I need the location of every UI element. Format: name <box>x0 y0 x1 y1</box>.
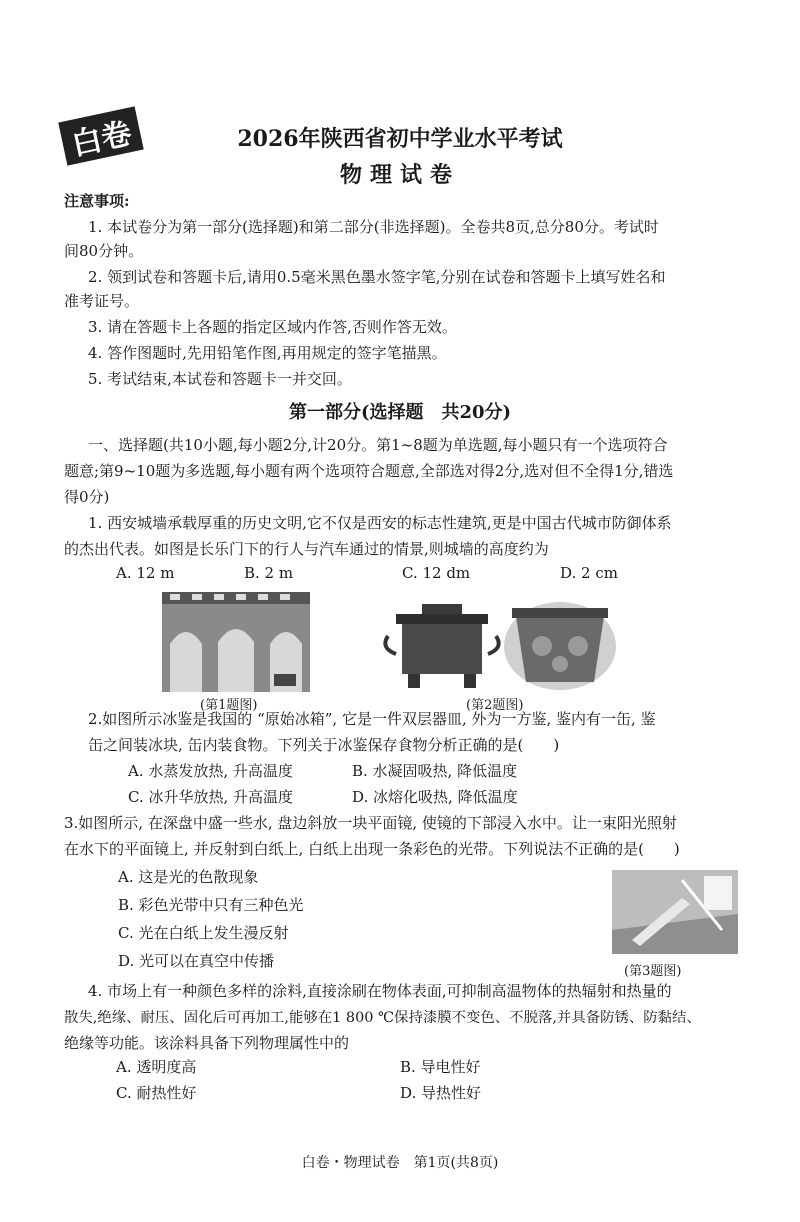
exam-title: 2026年陕西省初中学业水平考试 <box>237 126 563 152</box>
q4-stem-1: 4. 市场上有一种颜色多样的涂料,直接涂刷在物体表面,可抑制高温物体的热辐射和热量的 <box>88 982 672 1000</box>
q1-stem-1: 1. 西安城墙承载厚重的历史文明,它不仅是西安的标志性建筑,更是中国古代城市防御体系 <box>88 514 672 532</box>
q2-stem-2: 缶之间装冰块, 缶内装食物。下列关于冰鉴保存食物分析正确的是( ) <box>88 736 560 754</box>
q3-option-a: A. 这是光的色散现象 <box>118 868 259 886</box>
q1-stem-2: 的杰出代表。如图是长乐门下的行人与汽车通过的情景,则城墙的高度约为 <box>64 540 549 558</box>
q4-stem-3: 绝缘等功能。该涂料具备下列物理属性中的 <box>64 1034 350 1052</box>
q4-option-b: B. 导电性好 <box>400 1058 481 1076</box>
q4-option-d: D. 导热性好 <box>400 1084 482 1102</box>
mirror-dish-figure <box>612 870 738 954</box>
q2-caption: (第2题图) <box>466 698 524 713</box>
section-intro-2: 题意;第9~10题为多选题,每小题有两个选项符合题意,全部选对得2分,选对但不全得1分,错选 <box>64 462 674 480</box>
q2-option-b: B. 水凝固吸热, 降低温度 <box>352 762 518 780</box>
q3-stem-2: 在水下的平面镜上, 并反射到白纸上, 白纸上出现一条彩色的光带。下列说法不正确的是( ) <box>64 840 680 858</box>
city-wall-figure <box>162 592 310 692</box>
q4-stem-2: 散失,绝缘、耐压、固化后可再加工,能够在1 800 ℃保持漆膜不变色、不脱落,并具备防锈、防黏结、 <box>64 1010 701 1026</box>
note-4: 4. 答作图题时,先用铅笔作图,再用规定的签字笔描黑。 <box>88 344 447 362</box>
white-paper-badge: 白卷 <box>58 106 143 165</box>
notes-heading: 注意事项: <box>64 192 130 210</box>
note-5: 5. 考试结束,本试卷和答题卡一并交回。 <box>88 370 352 388</box>
note-2-cont: 准考证号。 <box>64 292 140 310</box>
exam-subtitle: 物理试卷 <box>339 162 460 188</box>
note-1-cont: 间80分钟。 <box>64 242 144 260</box>
q3-option-c: C. 光在白纸上发生漫反射 <box>118 924 289 942</box>
q1-option-a: A. 12 m <box>116 564 175 582</box>
section-title: 第一部分(选择题 共20分) <box>288 402 512 423</box>
section-intro-1: 一、选择题(共10小题,每小题2分,计20分。第1~8题为单选题,每小题只有一个选项符合 <box>88 436 668 454</box>
q1-option-c: C. 12 dm <box>402 564 471 582</box>
q1-caption: (第1题图) <box>200 698 258 713</box>
q2-option-d: D. 冰熔化吸热, 降低温度 <box>352 788 518 806</box>
q2-option-c: C. 冰升华放热, 升高温度 <box>128 788 294 806</box>
section-intro-3: 得0分) <box>64 488 110 506</box>
q3-option-b: B. 彩色光带中只有三种色光 <box>118 896 304 914</box>
note-1: 1. 本试卷分为第一部分(选择题)和第二部分(非选择题)。全卷共8页,总分80分。考试时 <box>88 218 659 236</box>
q2-option-a: A. 水蒸发放热, 升高温度 <box>128 762 293 780</box>
note-3: 3. 请在答题卡上各题的指定区域内作答,否则作答无效。 <box>88 318 457 336</box>
q3-stem-1: 3.如图所示, 在深盘中盛一些水, 盘边斜放一块平面镜, 使镜的下部浸入水中。让一束阳光照射 <box>64 814 677 832</box>
ice-chest-figure <box>382 596 618 692</box>
q3-caption: (第3题图) <box>624 964 682 979</box>
q1-option-d: D. 2 cm <box>560 564 618 582</box>
q2-stem-1: 2.如图所示冰鉴是我国的 “原始冰箱”, 它是一件双层器皿, 外为一方鉴, 鉴内有一缶, 鉴 <box>88 710 656 728</box>
q4-option-c: C. 耐热性好 <box>116 1084 197 1102</box>
note-2: 2. 领到试卷和答题卡后,请用0.5毫米黑色墨水签字笔,分别在试卷和答题卡上填写姓名和 <box>88 268 666 286</box>
q3-option-d: D. 光可以在真空中传播 <box>118 952 275 970</box>
q4-option-a: A. 透明度高 <box>116 1058 197 1076</box>
page-footer: 白卷・物理试卷 第1页(共8页) <box>301 1155 499 1171</box>
q1-option-b: B. 2 m <box>244 564 294 582</box>
